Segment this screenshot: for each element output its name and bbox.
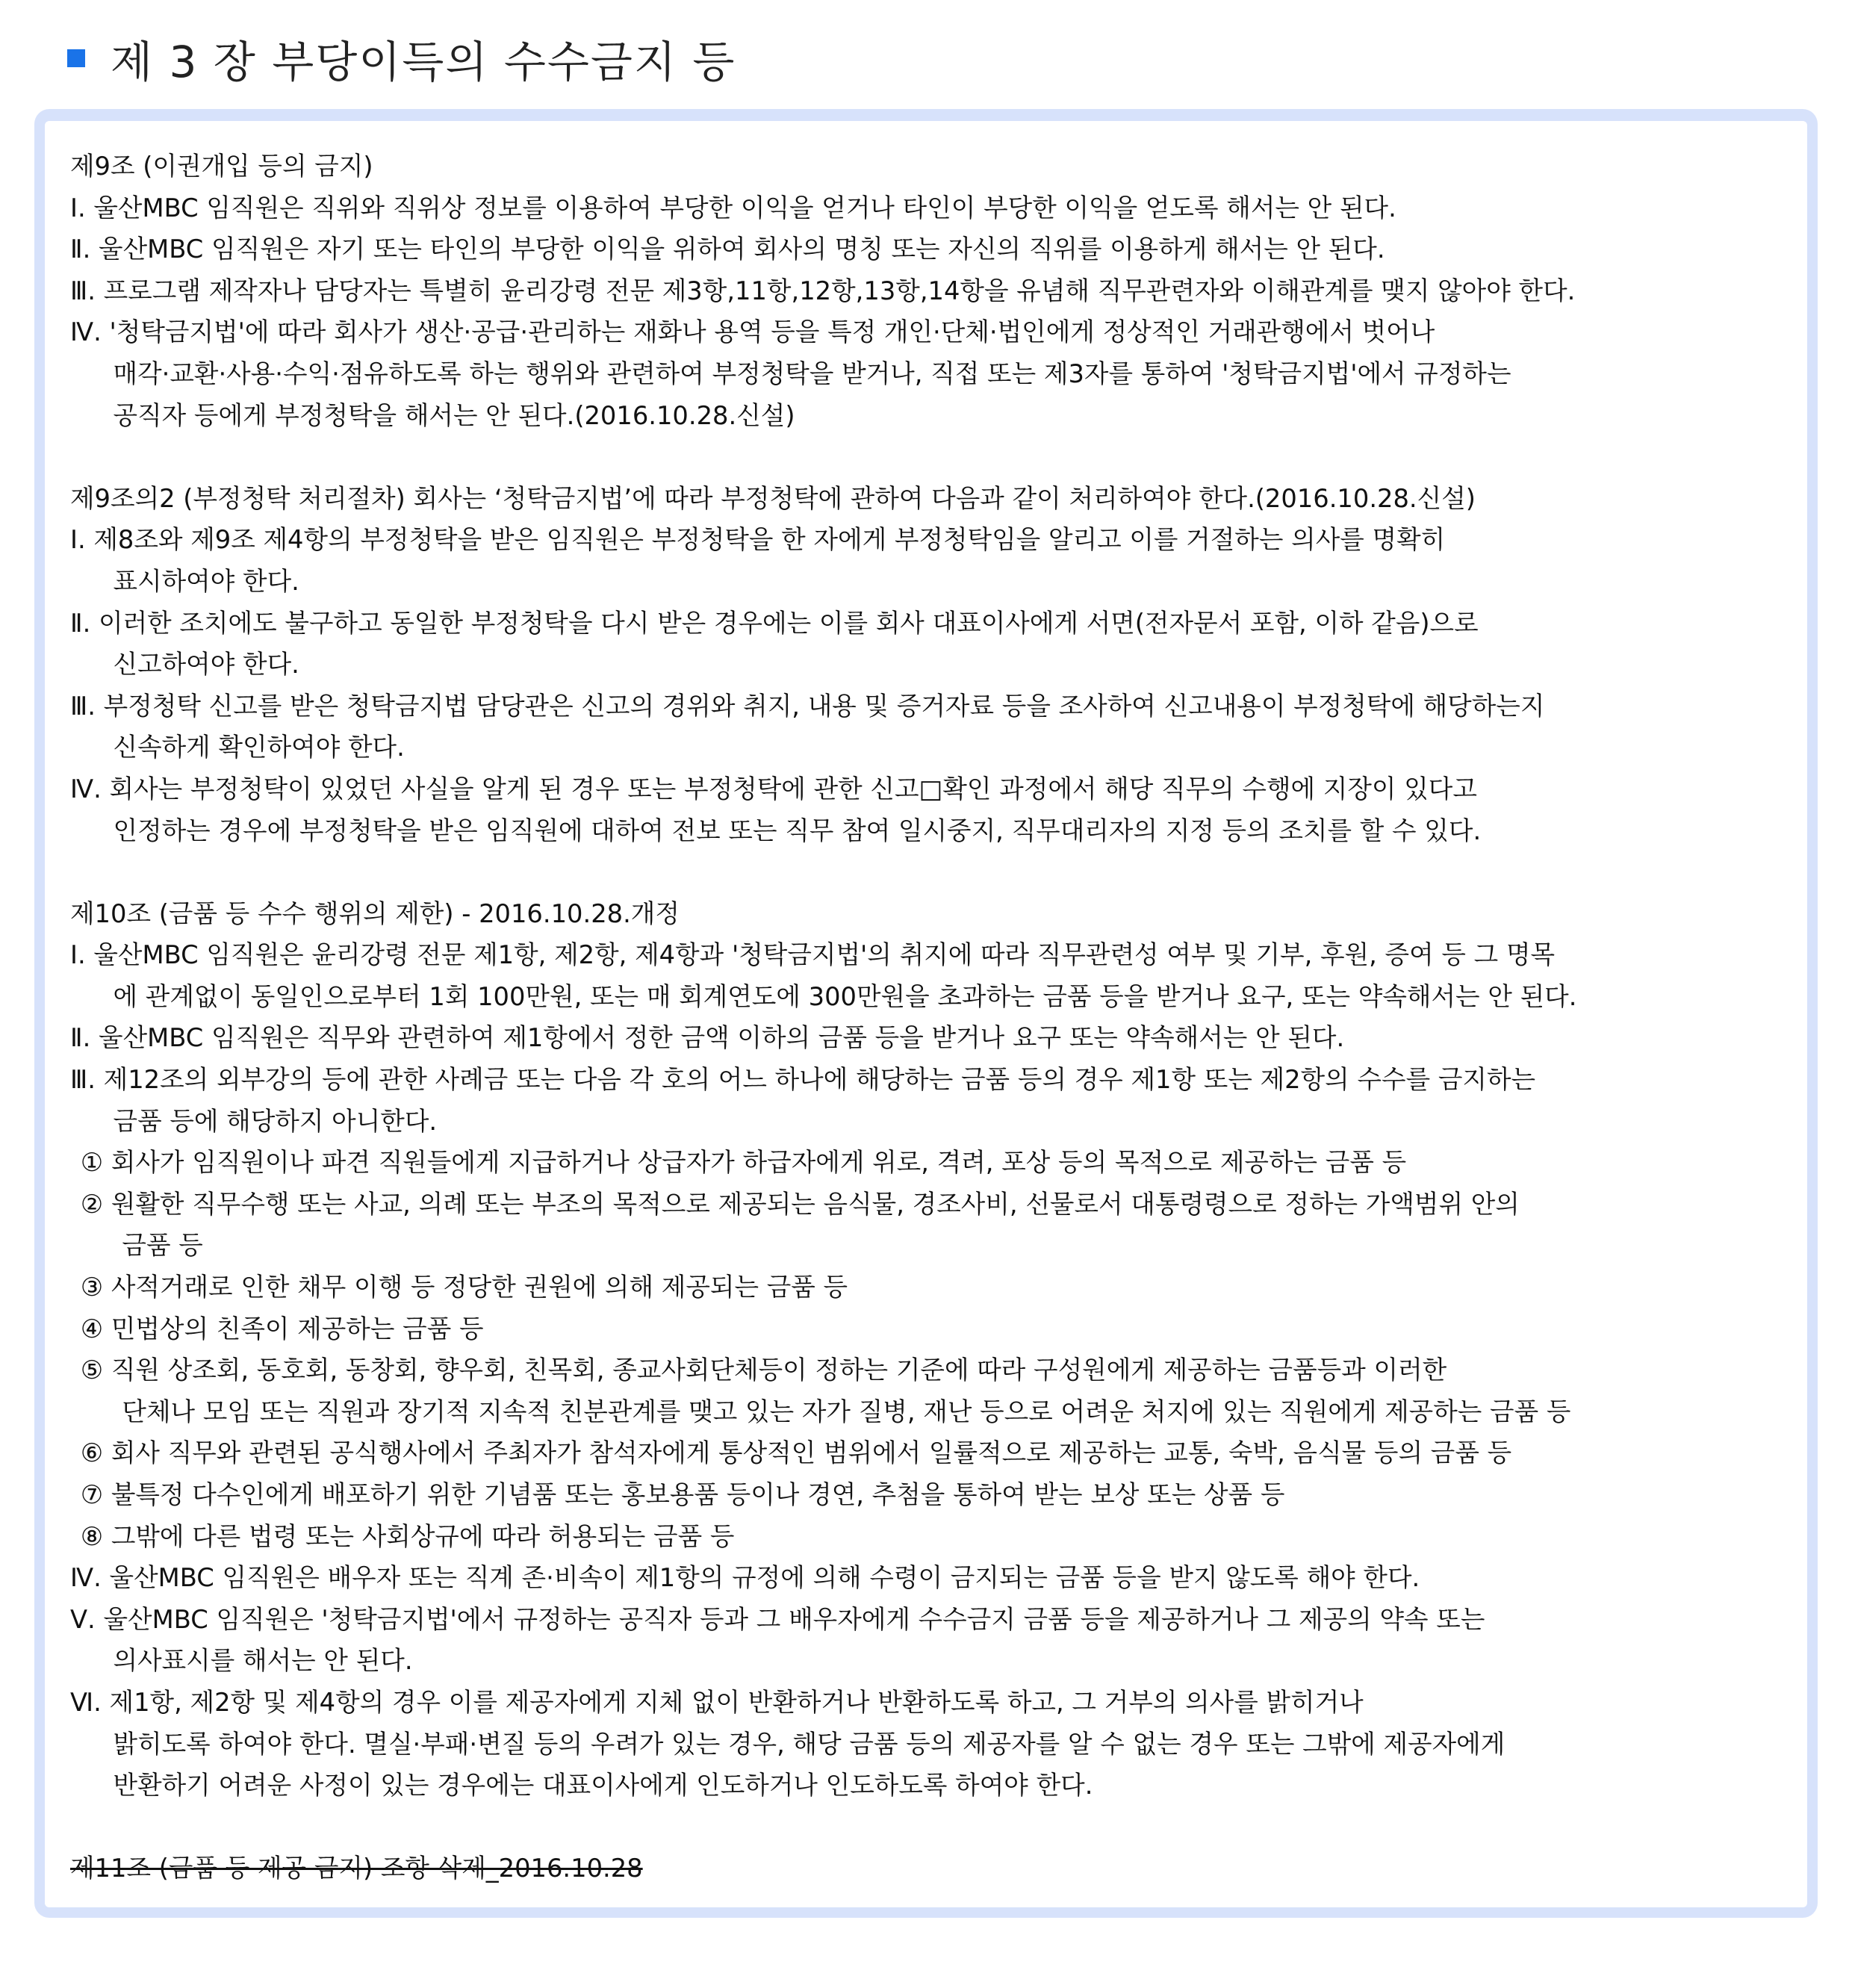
article-9-item-4-cont: 공직자 등에게 부정청탁을 해서는 안 된다.(2016.10.28.신설) bbox=[113, 400, 795, 431]
article-10-item-2: Ⅱ. 울산MBC 임직원은 직무와 관련하여 제1항에서 정한 금액 이하의 금품 등을 받거나 요구 또는 약속해서는 안 된다. bbox=[70, 1023, 1345, 1054]
article-9-2-item-1: Ⅰ. 제8조와 제9조 제4항의 부정청탁을 받은 임직원은 부정청탁을 한 자에게 부정청탁임을 알리고 이를 거절하는 의사를 명확히 bbox=[70, 525, 1446, 556]
article-10-sub-4: ④ 민법상의 친족이 제공하는 금품 등 bbox=[80, 1314, 484, 1344]
spacer bbox=[70, 437, 1810, 479]
chapter-heading bbox=[67, 21, 736, 96]
article-10-item-6-cont: 밝히도록 하여야 한다. 멸실·부패·변질 등의 우려가 있는 경우, 해당 금품 등의 제공자를 알 수 없는 경우 또는 그밖에 제공자에게 bbox=[113, 1729, 1505, 1759]
article-10-sub-5: ⑤ 직원 상조회, 동호회, 동창회, 향우회, 친목회, 종교사회단체등이 정하는 기준에 따라 구성원에게 제공하는 금품등과 이러한 bbox=[80, 1355, 1447, 1386]
article-10-item-6-cont: 반환하기 어려운 사정이 있는 경우에는 대표이사에게 인도하거나 인도하도록 하여야 한다. bbox=[113, 1771, 1093, 1801]
chapter-title: 제 3 장 부당이득의 수수금지 등 bbox=[111, 37, 736, 87]
article-9-2-title: 제9조의2 (부정청탁 처리절차) 회사는 ‘청탁금지법’에 따라 부정청탁에 관하여 다음과 같이 처리하여야 한다.(2016.10.28.신설) bbox=[70, 483, 1476, 514]
article-9-2-item-4: Ⅳ. 회사는 부정청탁이 있었던 사실을 알게 된 경우 또는 부정청탁에 관한 신고□확인 과정에서 해당 직무의 수행에 지장이 있다고 bbox=[70, 774, 1477, 804]
article-10-sub-3: ③ 사적거래로 인한 채무 이행 등 정당한 권원에 의해 제공되는 금품 등 bbox=[80, 1273, 848, 1303]
spacer bbox=[70, 1807, 1810, 1849]
article-11-deleted-title: 제11조 (금품 등 제공 금지) 조항 삭제_2016.10.28 bbox=[70, 1854, 643, 1884]
heading-square-icon bbox=[67, 49, 85, 67]
article-10-item-5-cont: 의사표시를 해서는 안 된다. bbox=[113, 1646, 413, 1677]
article-10-title: 제10조 (금품 등 수수 행위의 제한) - 2016.10.28.개정 bbox=[70, 898, 680, 929]
article-10-sub-2-cont: 금품 등 bbox=[122, 1231, 203, 1261]
article-10-item-3-cont: 금품 등에 해당하지 아니한다. bbox=[113, 1106, 438, 1137]
article-10-sub-2: ② 원활한 직무수행 또는 사교, 의례 또는 부조의 목적으로 제공되는 음식물, 경조사비, 선물로서 대통령령으로 정하는 가액범위 안의 bbox=[80, 1189, 1520, 1220]
article-10-item-6: Ⅵ. 제1항, 제2항 및 제4항의 경우 이를 제공자에게 지체 없이 반환하거나 반환하도록 하고, 그 거부의 의사를 밝히거나 bbox=[70, 1687, 1364, 1718]
article-10-sub-1: ① 회사가 임직원이나 파견 직원들에게 지급하거나 상급자가 하급자에게 위로, 격려, 포상 등의 목적으로 제공하는 금품 등 bbox=[80, 1148, 1407, 1178]
article-10-item-3: Ⅲ. 제12조의 외부강의 등에 관한 사례금 또는 다음 각 호의 어느 하나에 해당하는 금품 등의 경우 제1항 또는 제2항의 수수를 금지하는 bbox=[70, 1065, 1536, 1096]
article-9-item-2: Ⅱ. 울산MBC 임직원은 자기 또는 타인의 부당한 이익을 위하여 회사의 명칭 또는 자신의 직위를 이용하게 해서는 안 된다. bbox=[70, 234, 1385, 265]
article-content bbox=[70, 146, 1810, 1890]
article-10-item-5: Ⅴ. 울산MBC 임직원은 '청탁금지법'에서 규정하는 공직자 등과 그 배우자에게 수수금지 금품 등을 제공하거나 그 제공의 약속 또는 bbox=[70, 1604, 1485, 1635]
article-9-2-item-3-cont: 신속하게 확인하여야 한다. bbox=[113, 733, 405, 763]
article-10-sub-8: ⑧ 그밖에 다른 법령 또는 사회상규에 따라 허용되는 금품 등 bbox=[80, 1521, 735, 1552]
article-9-item-4: Ⅳ. '청탁금지법'에 따라 회사가 생산·공급·관리하는 재화나 용역 등을 특정 개인·단체·법인에게 정상적인 거래관행에서 벗어나 bbox=[70, 317, 1435, 348]
article-9-item-3: Ⅲ. 프로그램 제작자나 담당자는 특별히 윤리강령 전문 제3항,11항,12항,13항,14항을 유념해 직무관련자와 이해관계를 맺지 않아야 한다. bbox=[70, 276, 1576, 306]
article-10-item-1-cont: 에 관계없이 동일인으로부터 1회 100만원, 또는 매 회계연도에 300만원을 초과하는 금품 등을 받거나 요구, 또는 약속해서는 안 된다. bbox=[113, 981, 1577, 1012]
article-9-2-item-4-cont: 인정하는 경우에 부정청탁을 받은 임직원에 대하여 전보 또는 직무 참여 일시중지, 직무대리자의 지정 등의 조치를 할 수 있다. bbox=[113, 816, 1482, 846]
article-9-2-item-2-cont: 신고하여야 한다. bbox=[113, 650, 299, 680]
article-9-2-item-1-cont: 표시하여야 한다. bbox=[113, 566, 299, 597]
article-9-item-4-cont: 매각·교환·사용·수익·점유하도록 하는 행위와 관련하여 부정청탁을 받거나, 직접 또는 제3자를 통하여 '청탁금지법'에서 규정하는 bbox=[113, 358, 1511, 389]
article-9-2-item-2: Ⅱ. 이러한 조치에도 불구하고 동일한 부정청탁을 다시 받은 경우에는 이를 회사 대표이사에게 서면(전자문서 포함, 이하 같음)으로 bbox=[70, 608, 1479, 639]
article-10-sub-7: ⑦ 불특정 다수인에게 배포하기 위한 기념품 또는 홍보용품 등이나 경연, 추첨을 통하여 받는 보상 또는 상품 등 bbox=[80, 1480, 1285, 1510]
article-10-sub-6: ⑥ 회사 직무와 관련된 공식행사에서 주최자가 참석자에게 통상적인 범위에서 일률적으로 제공하는 교통, 숙박, 음식물 등의 금품 등 bbox=[80, 1438, 1512, 1469]
article-9-2-item-3: Ⅲ. 부정청탁 신고를 받은 청탁금지법 담당관은 신고의 경위와 취지, 내용 및 증거자료 등을 조사하여 신고내용이 부정청탁에 해당하는지 bbox=[70, 691, 1545, 721]
article-9-title: 제9조 (이권개입 등의 금지) bbox=[70, 152, 373, 181]
article-10-sub-5-cont: 단체나 모임 또는 직원과 장기적 지속적 친분관계를 맺고 있는 자가 질병, 재난 등으로 어려운 처지에 있는 직원에게 제공하는 금품 등 bbox=[122, 1397, 1571, 1427]
article-10-item-1: Ⅰ. 울산MBC 임직원은 윤리강령 전문 제1항, 제2항, 제4항과 '청탁금지법'의 취지에 따라 직무관련성 여부 및 기부, 후원, 증여 등 그 명목 bbox=[70, 940, 1556, 971]
spacer bbox=[70, 852, 1810, 894]
article-9-item-1: Ⅰ. 울산MBC 임직원은 직위와 직위상 정보를 이용하여 부당한 이익을 얻거나 타인이 부당한 이익을 얻도록 해서는 안 된다. bbox=[70, 193, 1396, 223]
article-10-item-4: Ⅳ. 울산MBC 임직원은 배우자 또는 직계 존·비속이 제1항의 규정에 의해 수령이 금지되는 금품 등을 받지 않도록 해야 한다. bbox=[70, 1563, 1420, 1594]
